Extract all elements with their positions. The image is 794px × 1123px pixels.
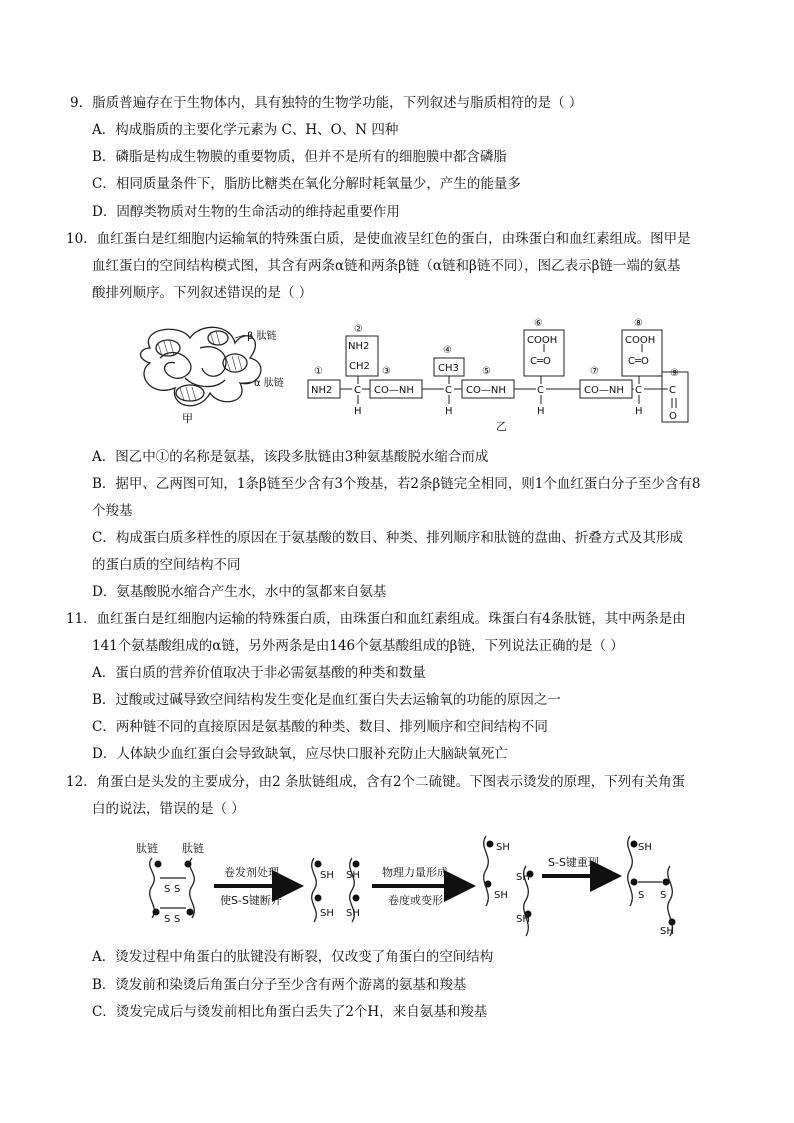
caption-jia: 甲 — [182, 412, 193, 425]
fig-sh-8: SH — [516, 914, 530, 925]
yi-conh-3: CO—NH — [584, 385, 624, 396]
fig-sh-1: SH — [320, 870, 334, 881]
fig-sh-6: SH — [494, 890, 508, 901]
label-beta-chain: β 肽链 — [247, 331, 277, 342]
yi-h-1: H — [354, 406, 362, 417]
circ-1: ① — [314, 366, 323, 377]
fig-sh-7: SH — [516, 872, 530, 883]
q10-option-c-2: 的蛋白质的空间结构不同 — [92, 557, 241, 573]
yi-nh2-left: NH2 — [311, 385, 333, 396]
q10-stem-3: 酸排列顺序。下列叙述错误的是（ ） — [92, 285, 313, 301]
yi-cooh-2: COOH — [625, 335, 656, 346]
yi-h-4: H — [635, 406, 643, 417]
yi-c-2: C — [445, 385, 452, 396]
fig-s-5: S — [638, 890, 645, 901]
figure-yi-peptide-sequence — [300, 316, 700, 434]
q9-stem: 9．脂质普遍存在于生物体内，具有独特的生物学功能，下列叙述与脂质相符的是（ ） — [70, 95, 583, 111]
q11-option-d: D．人体缺少血红蛋白会导致缺氧，应尽快口服补充防止大脑缺氧死亡 — [92, 746, 508, 762]
circ-2: ② — [354, 324, 363, 335]
yi-ch3: CH3 — [438, 363, 459, 374]
circ-8: ⑧ — [634, 318, 643, 329]
fig-s-4: S — [174, 914, 181, 925]
q11-option-c: C．两种链不同的直接原因是氨基酸的种类、数目、排列顺序和空间结构不同 — [92, 719, 548, 735]
q11-option-a: A．蛋白质的营养价值取决于非必需氨基酸的种类和数量 — [92, 665, 426, 681]
circ-5: ⑤ — [482, 366, 491, 377]
fig-s-2: S — [174, 884, 181, 895]
q12-stem-1: 12．角蛋白是头发的主要成分，由2 条肽链组成，含有2个二硫键。下图表示烫发的原理，下列有关角蛋 — [66, 774, 686, 790]
label-alpha-chain: α 肽链 — [254, 378, 284, 389]
q11-stem-2: 141个氨基酸组成的α链，另外两条是由146个氨基酸组成的β链，下列说法正确的是（ ） — [92, 638, 624, 654]
arrow1-bottom-label: 使S-S键断开 — [220, 894, 282, 907]
yi-c-4: C — [635, 385, 642, 396]
q10-stem-1: 10．血红蛋白是红细胞内运输氧的特殊蛋白质，是使血液呈红色的蛋白，由珠蛋白和血红素组成。图甲是 — [66, 231, 691, 247]
fig-s-6: S — [660, 890, 667, 901]
arrow3-top-label: S-S键重现 — [548, 856, 599, 869]
q9-option-a: A．构成脂质的主要化学元素为 C、H、O、N 四种 — [92, 122, 399, 138]
arrow1-top-label: 卷发剂处理 — [224, 866, 279, 879]
circ-3: ③ — [382, 366, 391, 377]
circ-9: ⑨ — [670, 368, 679, 379]
yi-co-2: C═O — [628, 356, 649, 367]
yi-ch2: CH2 — [349, 361, 370, 372]
fig-s-3: S — [164, 914, 171, 925]
fig-chain-label-1: 肽链 — [136, 842, 158, 855]
q10-option-b-2: 个羧基 — [92, 503, 133, 519]
q9-option-d: D．固醇类物质对生物的生命活动的维持起重要作用 — [92, 204, 400, 220]
circ-7: ⑦ — [590, 366, 599, 377]
yi-c-1: C — [354, 385, 361, 396]
fig-sh-10: SH — [660, 926, 674, 937]
yi-c-5: C — [669, 385, 676, 396]
q10-option-b-1: B．据甲、乙两图可知，1条β链至少含有3个羧基，若2条β链完全相同，则1个血红蛋白分子至少含有8 — [92, 476, 701, 492]
yi-h-3: H — [537, 406, 545, 417]
figure-jia-hemoglobin — [130, 318, 290, 428]
yi-o: O — [669, 411, 677, 422]
circ-4: ④ — [443, 345, 452, 356]
circ-6: ⑥ — [534, 318, 543, 329]
q11-stem-1: 11．血红蛋白是红细胞内运输的特殊蛋白质，由珠蛋白和血红素组成。珠蛋白有4条肽链，其中两条是由 — [66, 611, 686, 627]
fig-sh-2: SH — [346, 870, 360, 881]
q9-option-b: B．磷脂是构成生物膜的重要物质，但并不是所有的细胞膜中都含磷脂 — [92, 149, 507, 165]
q9-option-c: C．相同质量条件下，脂肪比糖类在氧化分解时耗氧量少，产生的能量多 — [92, 176, 521, 192]
q12-stem-2: 白的说法，错误的是（ ） — [92, 801, 245, 817]
yi-conh-2: CO—NH — [466, 385, 506, 396]
fig-sh-4: SH — [346, 908, 360, 919]
q10-option-c-1: C．构成蛋白质多样性的原因在于氨基酸的数目、种类、排列顺序和肽链的盘曲、折叠方式及其形成 — [92, 530, 683, 546]
yi-c-3: C — [537, 385, 544, 396]
q11-option-b: B．过酸或过碱导致空间结构发生变化是血红蛋白失去运输氧的功能的原因之一 — [92, 692, 561, 708]
figure-perm-principle — [130, 826, 690, 942]
q10-stem-2: 血红蛋白的空间结构模式图，其含有两条α链和两条β链（α链和β链不同），图乙表示β链一端的氨基 — [92, 258, 681, 274]
fig-sh-9: SH — [638, 842, 652, 853]
fig-chain-label-2: 肽链 — [182, 842, 204, 855]
caption-yi: 乙 — [496, 420, 507, 433]
q10-option-d: D．氨基酸脱水缩合产生水，水中的氢都来自氨基 — [92, 584, 387, 600]
yi-conh-1: CO—NH — [374, 385, 414, 396]
fig-sh-5: SH — [496, 842, 510, 853]
yi-co-1: C═O — [530, 356, 551, 367]
q10-option-a: A．图乙中①的名称是氨基，该段多肽链由3种氨基酸脱水缩合而成 — [92, 449, 489, 465]
q12-option-b: B．烫发前和染烫后角蛋白分子至少含有两个游离的氨基和羧基 — [92, 977, 467, 993]
yi-cooh-1: COOH — [527, 335, 558, 346]
fig-sh-3: SH — [320, 908, 334, 919]
arrow2-bottom-label: 卷度或变形 — [388, 894, 443, 907]
yi-nh2-top: NH2 — [348, 341, 370, 352]
fig-s-1: S — [164, 884, 171, 895]
q12-option-a: A．烫发过程中角蛋白的肽键没有断裂，仅改变了角蛋白的空间结构 — [92, 949, 494, 965]
q12-option-c: C．烫发完成后与烫发前相比角蛋白丢失了2个H，来自氨基和羧基 — [92, 1004, 488, 1020]
arrow2-top-label: 物理力量形成 — [382, 866, 448, 879]
yi-h-2: H — [445, 406, 453, 417]
